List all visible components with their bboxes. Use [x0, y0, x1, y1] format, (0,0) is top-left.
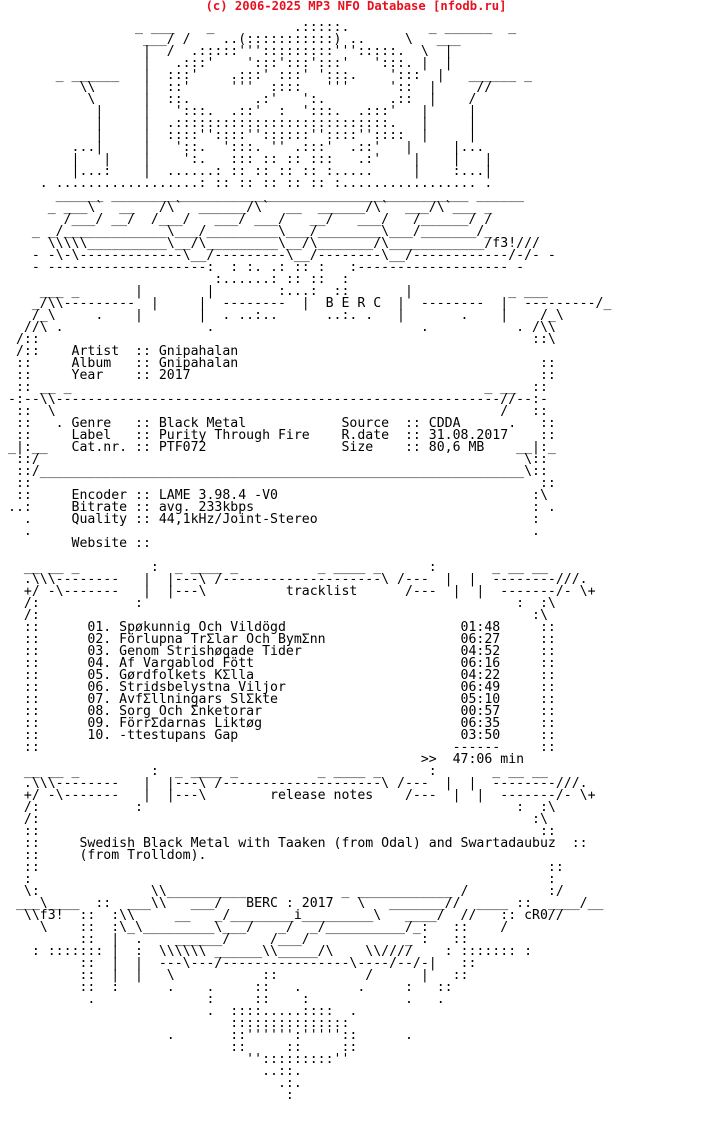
copyright-banner: (c) 2006-2025 MP3 NFO Database [nfodb.ru]	[205, 0, 507, 13]
nfo-ascii-art-text: _ ___ _ .:::::. _ ______ _ ___/ / ..(:::::::::::) .. \ ___ | / .:::::''':::::::::''':::::. \ | | .:::' ':::':::':::' ':::. | | _ ______ | :::' .:::' :::' ':::. '::: | ______ _ \\ | ::' ''' :::: ''' ':: | // \ | ::. .:' ':. .:: | / | | ':::. .::' : ':::. .:::' | | | | .:::::::::::::::::::::::::::. | | | | ::::''::::''::::::''::::'':::: | | ...| | '::. ':::. '' .:::' .::' | |... | | | ':. ::: :: :: ::: .:' | | | |...: | ......: :: :: :: :: :..... | :...| . ..................: :: :: :: :: :: :................. . ______ _____________________________________________ ______ _ ___\` __ /\` ______/\` __ ______/\` ___/\`___ _ /___/ __/ /___/ ___/ ___/ __/ ___/ /______/ / _ _/_____________\___/_________\___/________\___/_______/_ \\\\\__________\__/\_________\__/\_______/\____________/f3!/// - -\-\-------------\__/---------\__/--------\__/------------/-/- - - --------------------: : :. .: :: : :------------------- - :......: :: :: : ___ _ | | :...: :: | _ ___ _/\\--------- | | -------- | B E R C | -------- | ---------/_ /_\ . | | . ..:.. ..:. . | . | /_\ //\ . . . . /\\ /:: ::\ /:: Artist :: Gnipahalan :: Album :: Gnipahalan :: :: Year :: 2017 :: :: __ _ _ __ :: -:--\\--------------------------------------------------------//--:- :: \ / :: :: . Genre :: Black Metal Source :: CDDA . :: :: Label :: Purity Through Fire R.date :: 31.08.2017 :: _|:__ Cat.nr. :: PTF072 Size :: 80,6 MB __|:_ ::/ \:: ::/_____________________________________________________________\:: :: :: :: Encoder :: LAME 3.98.4 -V0 :\ ..: Bitrate :: avg. 233kbps : . . Quality :: 44,1kHz/Joint-Stereo : . . Website :: __ __ _ : _ ____ _ _ ____ _ : _ __ __ .\\\-------- | |---\ /--------------------\ /--- | | --------///. +/ -\------- | |---\ tracklist /--- | | -------/- \+ /: : : :\ /: :\ :: 01. Spøkunnig Och Vildögd 01:48 :: :: 02. Förlupna TrΣlar Och BymΣnn 06:27 :: :: 03. Genom Strishøgade Tider 04:52 :: :: 04. Af Vargablod Fött 06:16 :: :: 05. Gørdfolkets KΣlla 04:22 :: :: 06. Stridsbelystna Viljor 06:49 :: :: 07. AvfΣllningars SlΣkte 05:10 :: :: 08. Sorg Och Σnketorar 00:57 :: :: 09. FörrΣdarnas Liktøg 06:35 :: :: 10. -ttestupans Gap 03:50 :: :: ------ :: >> 47:06 min __ __ _ : _ ____ _ _ ____ _ : _ __ __ .\\\-------- | |---\ /--------------------\ /--- | | --------///. +/ -\------- | |---\ release notes /--- | | -------/- \+ /: : : :\ /: :\ :: :: :: Swedish Black Metal with Taaken (from Odal) and Swartadaubuz :: :: (from Trolldom). :: :: : : \: \\__________ _ _ ____________ / :/ ___\____ :: ___\\ ___/ BERC : 2017 \ _______// ____ :: ____/__ \\f3! :: :\\ __ _/________i_________\ ____/ // :: cR0// \ :: :\_\_________\___/ _/ _/__________/_: :: / :: | . ______/ /___/ _ : :: : ::::::: | : \\\\\\ ______\\_____/\ \\//// : ::::::: : :: | | ---\---/----------------\----/--/-| :: :: | | \ :: / | :: :: : . . :: . . : :: . : :: : . . . ::::.....:::: . ::::::::::::::: . ::'''''':''''':: . :: :: :: '':::::::::'' ..::. .:. :	[8, 20, 612, 1103]
